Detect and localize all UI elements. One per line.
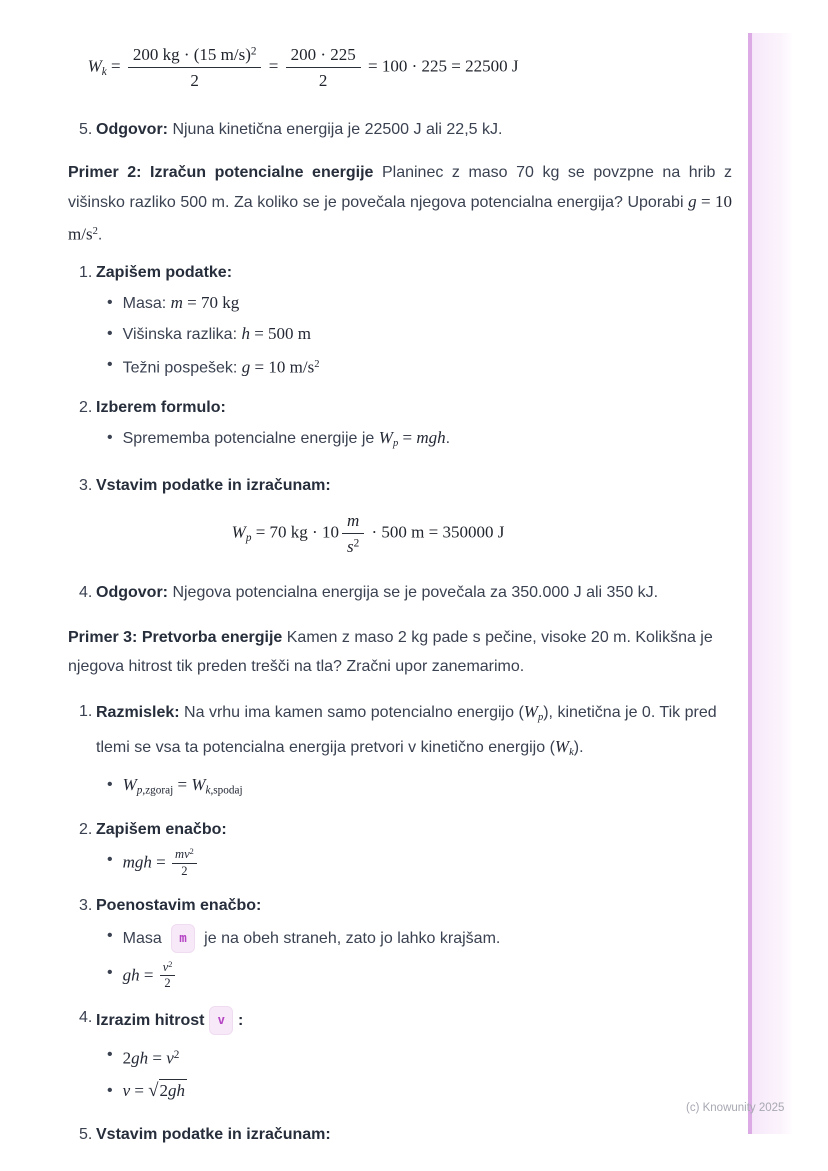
small-fraction: [172, 848, 197, 878]
display-formula-kinetic-energy: [68, 44, 538, 92]
bullet-icon: •: [107, 429, 113, 447]
math-mid: = 70 kg · 10: [251, 522, 339, 542]
math-result: = 100 · 225 = 22500 J: [363, 56, 519, 76]
math-superscript: 2: [173, 1049, 180, 1062]
math-superscript: 2: [92, 225, 98, 237]
list-number: 3.: [79, 477, 93, 495]
math-var-W: W: [378, 428, 393, 448]
math-subscript-text: ,spodaj: [210, 784, 243, 797]
primer2-title: Primer 2: Izračun potencialne energije: [68, 163, 374, 181]
bullet-item-equation: [96, 848, 732, 878]
math-subscript: k: [569, 747, 574, 758]
fraction-numerator: 200 kg · (15 m/s): [132, 45, 251, 64]
math-value: = 500 m: [249, 323, 312, 343]
bullet-icon: •: [107, 1082, 113, 1100]
variable-badge-m: m: [171, 924, 195, 953]
bullet-text: Masa: [122, 929, 167, 947]
list-item-p3-step1: [68, 697, 732, 803]
bullet-text: Težni pospešek:: [122, 359, 242, 377]
step-text: ), kinetična je 0. Tik pred tlemi se vsa ta potencialna energija pretvori v kinetično energijo (: [96, 703, 717, 756]
math-coefficient: 2: [122, 1049, 132, 1069]
pink-ribbon-strip: [748, 33, 792, 1134]
fraction-numerator: m: [342, 510, 364, 534]
bullet-icon: •: [107, 926, 113, 944]
math-coefficient: 2: [159, 1081, 169, 1101]
list-number: 3.: [79, 896, 93, 914]
copyright-watermark: (c) Knowunity 2025: [686, 1102, 785, 1114]
math-equals: =: [130, 1081, 149, 1101]
math-value: = 70 kg: [182, 292, 240, 312]
primer2-paragraph: [68, 158, 732, 249]
math-var-g: g: [241, 357, 251, 377]
bullet-icon: •: [107, 293, 113, 311]
bullet-icon: •: [107, 851, 113, 869]
math-equals: =: [398, 428, 417, 448]
list-number: 1.: [79, 702, 93, 720]
period: .: [445, 430, 451, 448]
math-superscript: 2: [250, 45, 257, 58]
answer-text: Njuna kinetična energija je 22500 J ali 22,5 kJ.: [168, 120, 503, 138]
fraction-numerator: v: [162, 960, 169, 975]
math-var-W: W: [523, 701, 538, 721]
bullet-item-sqrt: [96, 1079, 732, 1103]
list-item-answer-kinetic: [68, 118, 732, 142]
step-label: Poenostavim enačbo:: [96, 896, 262, 914]
math-var-W: W: [554, 736, 570, 756]
math-equals: =: [264, 56, 283, 76]
period: .: [97, 225, 103, 243]
primer2-body: Planinec z maso 70 kg se povzpne na hrib z višinsko razliko 500 m. Za koliko se je povečala njegova potencialna energija? Uporabi: [68, 163, 733, 211]
list-item-p2-answer: [68, 578, 732, 607]
step-label: Izrazim hitrost: [96, 1012, 205, 1030]
fraction-numerator: mv: [174, 847, 190, 862]
fraction-denominator: 2: [181, 863, 188, 878]
math-var-g: g: [688, 191, 697, 211]
primer3-paragraph: [68, 623, 732, 681]
step-label: Razmislek:: [96, 703, 180, 721]
math-var-h: h: [241, 323, 250, 343]
math-equals: =: [139, 965, 158, 985]
colon: :: [238, 1012, 244, 1030]
list-item-p3-step5: [68, 1123, 732, 1147]
bullet-item-energy-equality: [96, 773, 732, 802]
math-subscript: p: [245, 532, 252, 545]
bullet-text: Višinska razlika:: [122, 325, 242, 343]
math-subscript: p: [136, 784, 143, 797]
list-item-p3-step2: [68, 818, 732, 878]
fraction-denominator: 2: [190, 71, 199, 91]
math-equals: =: [148, 1049, 167, 1069]
math-superscript: 2: [168, 959, 173, 969]
list-number: 5.: [79, 1126, 93, 1144]
sqrt-icon: √: [148, 1080, 159, 1102]
step-label: Vstavim podatke in izračunam:: [96, 1126, 331, 1144]
list-item-p2-step1: [68, 261, 732, 380]
math-subscript: p: [392, 438, 399, 450]
list-number: 1.: [79, 263, 93, 281]
bullet-icon: •: [107, 324, 113, 342]
list-item-p2-step3: [68, 474, 732, 498]
step-text: Na vrhu ima kamen samo potencialno energijo (: [179, 703, 524, 721]
step-label: Zapišem podatke:: [96, 263, 233, 281]
bullet-text: Sprememba potencialne energije je: [122, 430, 379, 448]
math-expr-gh: gh: [122, 965, 140, 985]
bullet-item-mass: [96, 291, 732, 316]
step-text: ).: [573, 738, 584, 756]
display-formula-potential-energy: [68, 510, 668, 558]
bullet-item-height: [96, 322, 732, 347]
step-label: Zapišem enačbo:: [96, 821, 227, 839]
fraction-denominator: 2: [164, 976, 171, 991]
bullet-item-gh-equation: [96, 961, 732, 991]
math-var-m: m: [170, 292, 183, 312]
bullet-icon: •: [107, 355, 113, 373]
math-superscript: 2: [353, 537, 360, 550]
math-expr-gh: gh: [131, 1049, 149, 1069]
fraction: [286, 44, 361, 92]
math-superscript: 2: [314, 358, 320, 370]
math-expr-mgh: mgh: [122, 852, 152, 872]
list-item-p3-step4: [68, 1006, 732, 1103]
list-number: 2.: [79, 821, 93, 839]
math-value: = 10 m/s: [68, 191, 733, 243]
fraction-denominator: 2: [318, 71, 328, 91]
fraction-denominator: s: [346, 537, 354, 557]
bullet-icon: •: [107, 1046, 113, 1064]
math-result: · 500 m = 350000 J: [367, 522, 505, 542]
math-subscript: k: [101, 66, 107, 79]
math-subscript-text: ,zgoraj: [142, 784, 174, 797]
math-var-v: v: [166, 1049, 174, 1069]
list-item-p2-step2: [68, 396, 732, 456]
bullet-text: je na obeh straneh, zato jo lahko krajšam.: [199, 929, 501, 947]
small-fraction: [160, 961, 176, 991]
fraction-numerator: 200 · 225: [286, 44, 361, 68]
page-content: [68, 0, 732, 1147]
math-equals: =: [173, 775, 192, 794]
math-subscript: k: [205, 784, 211, 797]
fraction: [342, 510, 364, 558]
bullet-item-mass-cancel: [96, 924, 732, 953]
math-subscript: p: [537, 711, 544, 723]
list-item-p3-step3: [68, 894, 732, 991]
math-equals: =: [106, 56, 125, 76]
math-var: W: [87, 56, 102, 76]
math-var: W: [231, 522, 246, 542]
bullet-item-gravity: [96, 353, 732, 380]
step-label: Izberem formulo:: [96, 399, 226, 417]
step-label: Vstavim podatke in izračunam:: [96, 477, 331, 495]
math-var-v: v: [122, 1081, 131, 1101]
primer3-title: Primer 3: Pretvorba energije: [68, 628, 283, 646]
bullet-icon: •: [107, 963, 113, 981]
answer-text: Njegova potencialna energija se je povečala za 350.000 J ali 350 kJ.: [168, 583, 659, 601]
variable-badge-v: v: [209, 1006, 233, 1035]
bullet-item-formula-wp: [96, 426, 732, 456]
math-value: = 10 m/s: [250, 357, 315, 377]
answer-label: Odgovor:: [96, 583, 168, 601]
list-number: 2.: [79, 399, 93, 417]
list-number: 4.: [79, 583, 93, 601]
primer3-body: Kamen z maso 2 kg pade s pečine, visoke 20 m. Kolikšna je njegova hitrost tik preden trešči na tla? Zračni upor zanemarimo.: [68, 628, 713, 675]
fraction: [128, 44, 262, 92]
math-expr-mgh: mgh: [416, 428, 446, 448]
math-expr-gh: gh: [168, 1081, 186, 1101]
list-number: 4.: [79, 1009, 93, 1027]
math-var-W: W: [122, 775, 137, 794]
bullet-icon: •: [107, 776, 113, 793]
bullet-text: Masa:: [122, 294, 171, 312]
list-number: 5.: [79, 120, 93, 138]
math-var-W: W: [191, 775, 206, 794]
math-equals: =: [151, 852, 170, 872]
answer-label: Odgovor:: [96, 120, 168, 138]
bullet-item-2gh: [96, 1043, 732, 1071]
math-superscript: 2: [189, 847, 194, 857]
